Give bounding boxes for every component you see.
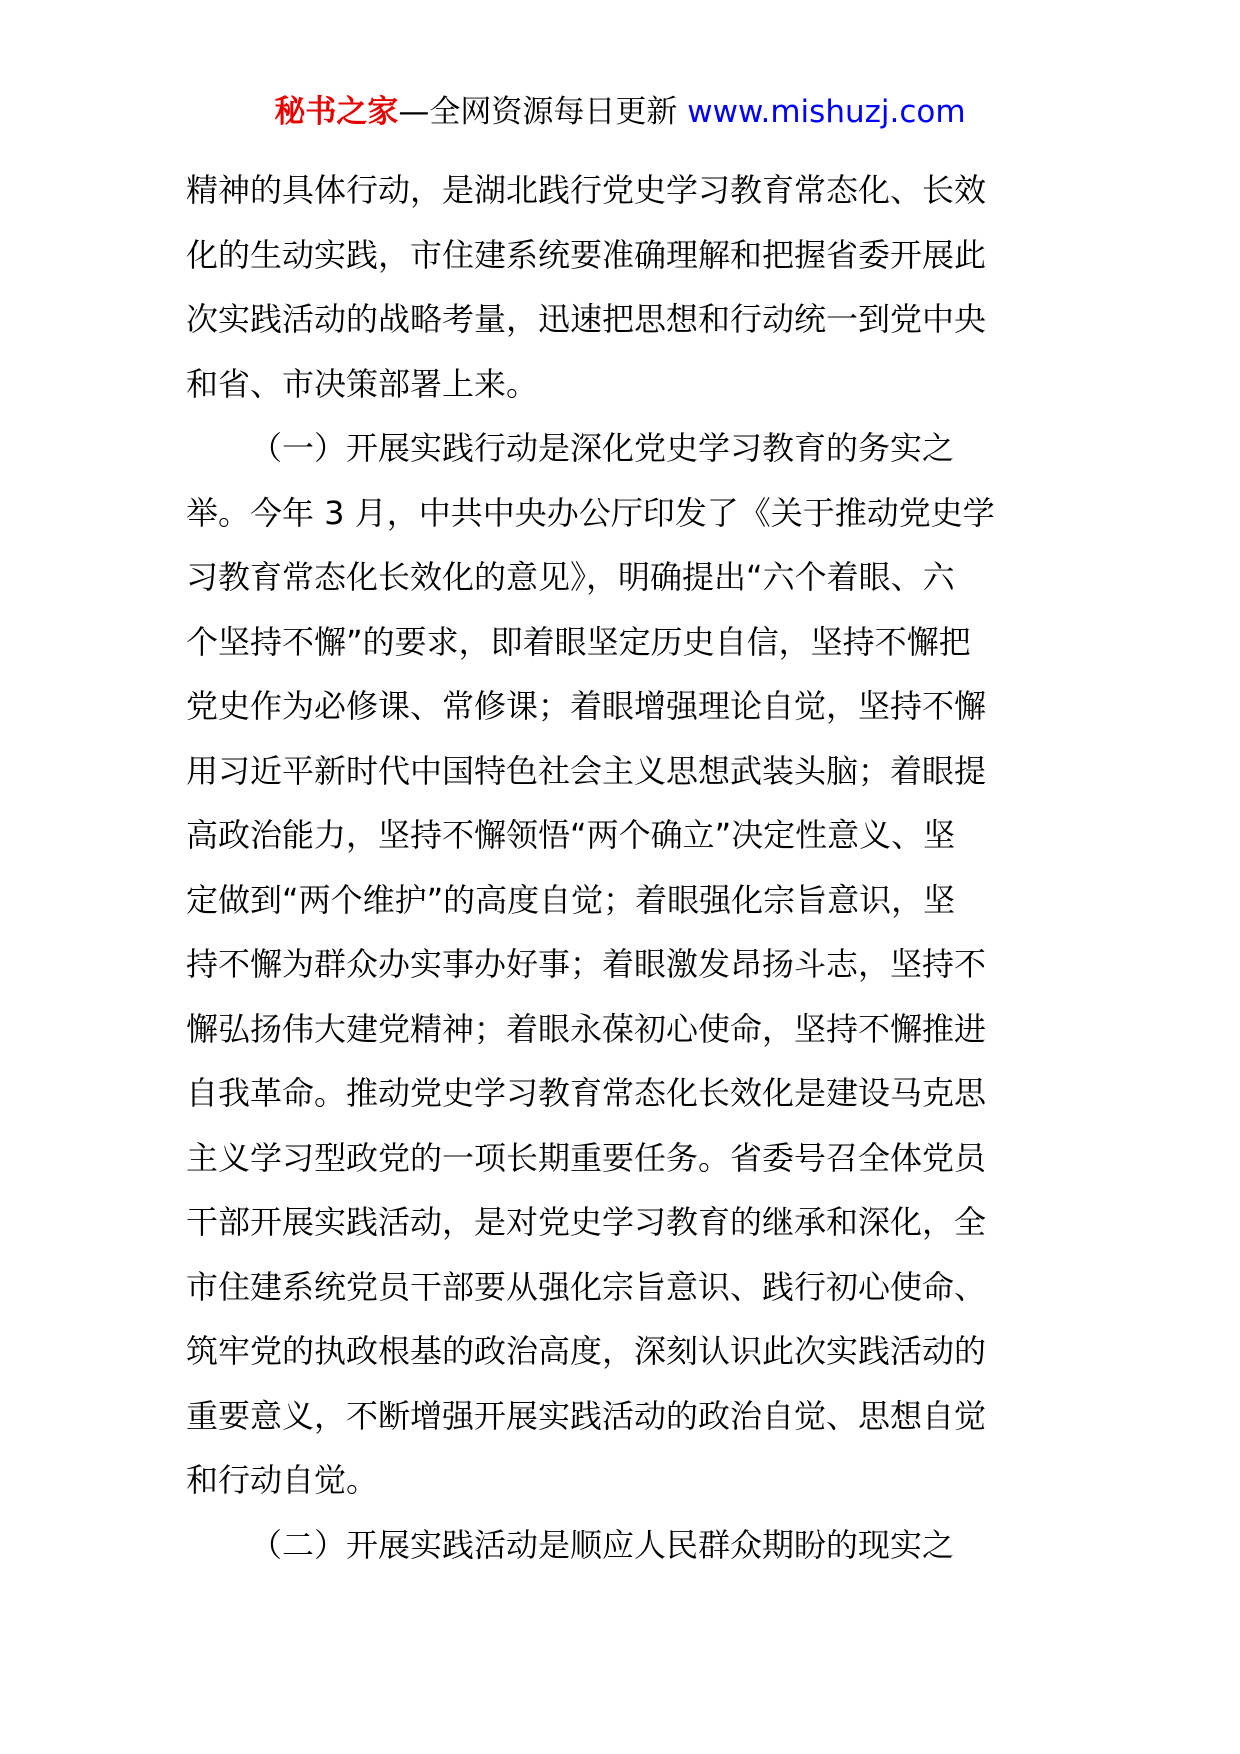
text-line: 次实践活动的战略考量，迅速把思想和行动统一到党中央 bbox=[186, 300, 987, 338]
site-url-link[interactable]: www.mishuzj.com bbox=[687, 94, 966, 130]
text-line: 自我革命。推动党史学习教育常态化长效化是建设马克思 bbox=[186, 1074, 987, 1112]
text-line: 重要意义，不断增强开展实践活动的政治自觉、思想自觉 bbox=[186, 1396, 987, 1435]
text-line: 市住建系统党员干部要从强化宗旨意识、践行初心使命、 bbox=[186, 1267, 987, 1306]
text-line: 持不懈为群众办实事办好事；着眼激发昂扬斗志，坚持不 bbox=[186, 945, 987, 983]
section-heading-1: （一）开展实践行动是深化党史学习教育的务实之 bbox=[250, 429, 955, 467]
text-line: 筑牢党的执政根基的政治高度，深刻认识此次实践活动的 bbox=[186, 1332, 987, 1370]
text-line: 定做到“两个维护”的高度自觉；着眼强化宗旨意识，坚 bbox=[186, 880, 956, 919]
text-line: 化的生动实践，市住建系统要准确理解和把握省委开展此 bbox=[186, 235, 987, 274]
text-line: 习教育常态化长效化的意见》，明确提出“六个着眼、六 bbox=[186, 558, 955, 596]
text-line: 党史作为必修课、常修课；着眼增强理论自觉，坚持不懈 bbox=[186, 687, 987, 725]
text-line: 个坚持不懈”的要求，即着眼坚定历史自信，坚持不懈把 bbox=[186, 622, 971, 661]
text-line: 用习近平新时代中国特色社会主义思想武装头脑；着眼提 bbox=[186, 751, 987, 790]
section-heading-2: （二）开展实践活动是顺应人民群众期盼的现实之 bbox=[250, 1525, 955, 1564]
text-line: 和省、市决策部署上来。 bbox=[186, 364, 539, 403]
document-body bbox=[186, 158, 1056, 1577]
text-line: 主义学习型政党的一项长期重要任务。省委号召全体党员 bbox=[186, 1138, 987, 1177]
text-line: 精神的具体行动，是湖北践行党史学习教育常态化、长效 bbox=[186, 171, 987, 209]
text-line: 高政治能力，坚持不懈领悟“两个确立”决定性意义、坚 bbox=[186, 816, 956, 854]
text-line: 和行动自觉。 bbox=[186, 1461, 379, 1499]
text-line: 干部开展实践活动，是对党史学习教育的继承和深化，全 bbox=[186, 1203, 987, 1241]
site-header bbox=[0, 92, 1240, 132]
site-brand: 秘书之家 bbox=[274, 94, 399, 130]
text-line: 懈弘扬伟大建党精神；着眼永葆初心使命，坚持不懈推进 bbox=[186, 1009, 987, 1048]
text-line: 举。今年 3 月，中共中央办公厅印发了《关于推动党史学 bbox=[186, 493, 995, 532]
site-tagline: —全网资源每日更新 bbox=[398, 94, 678, 130]
